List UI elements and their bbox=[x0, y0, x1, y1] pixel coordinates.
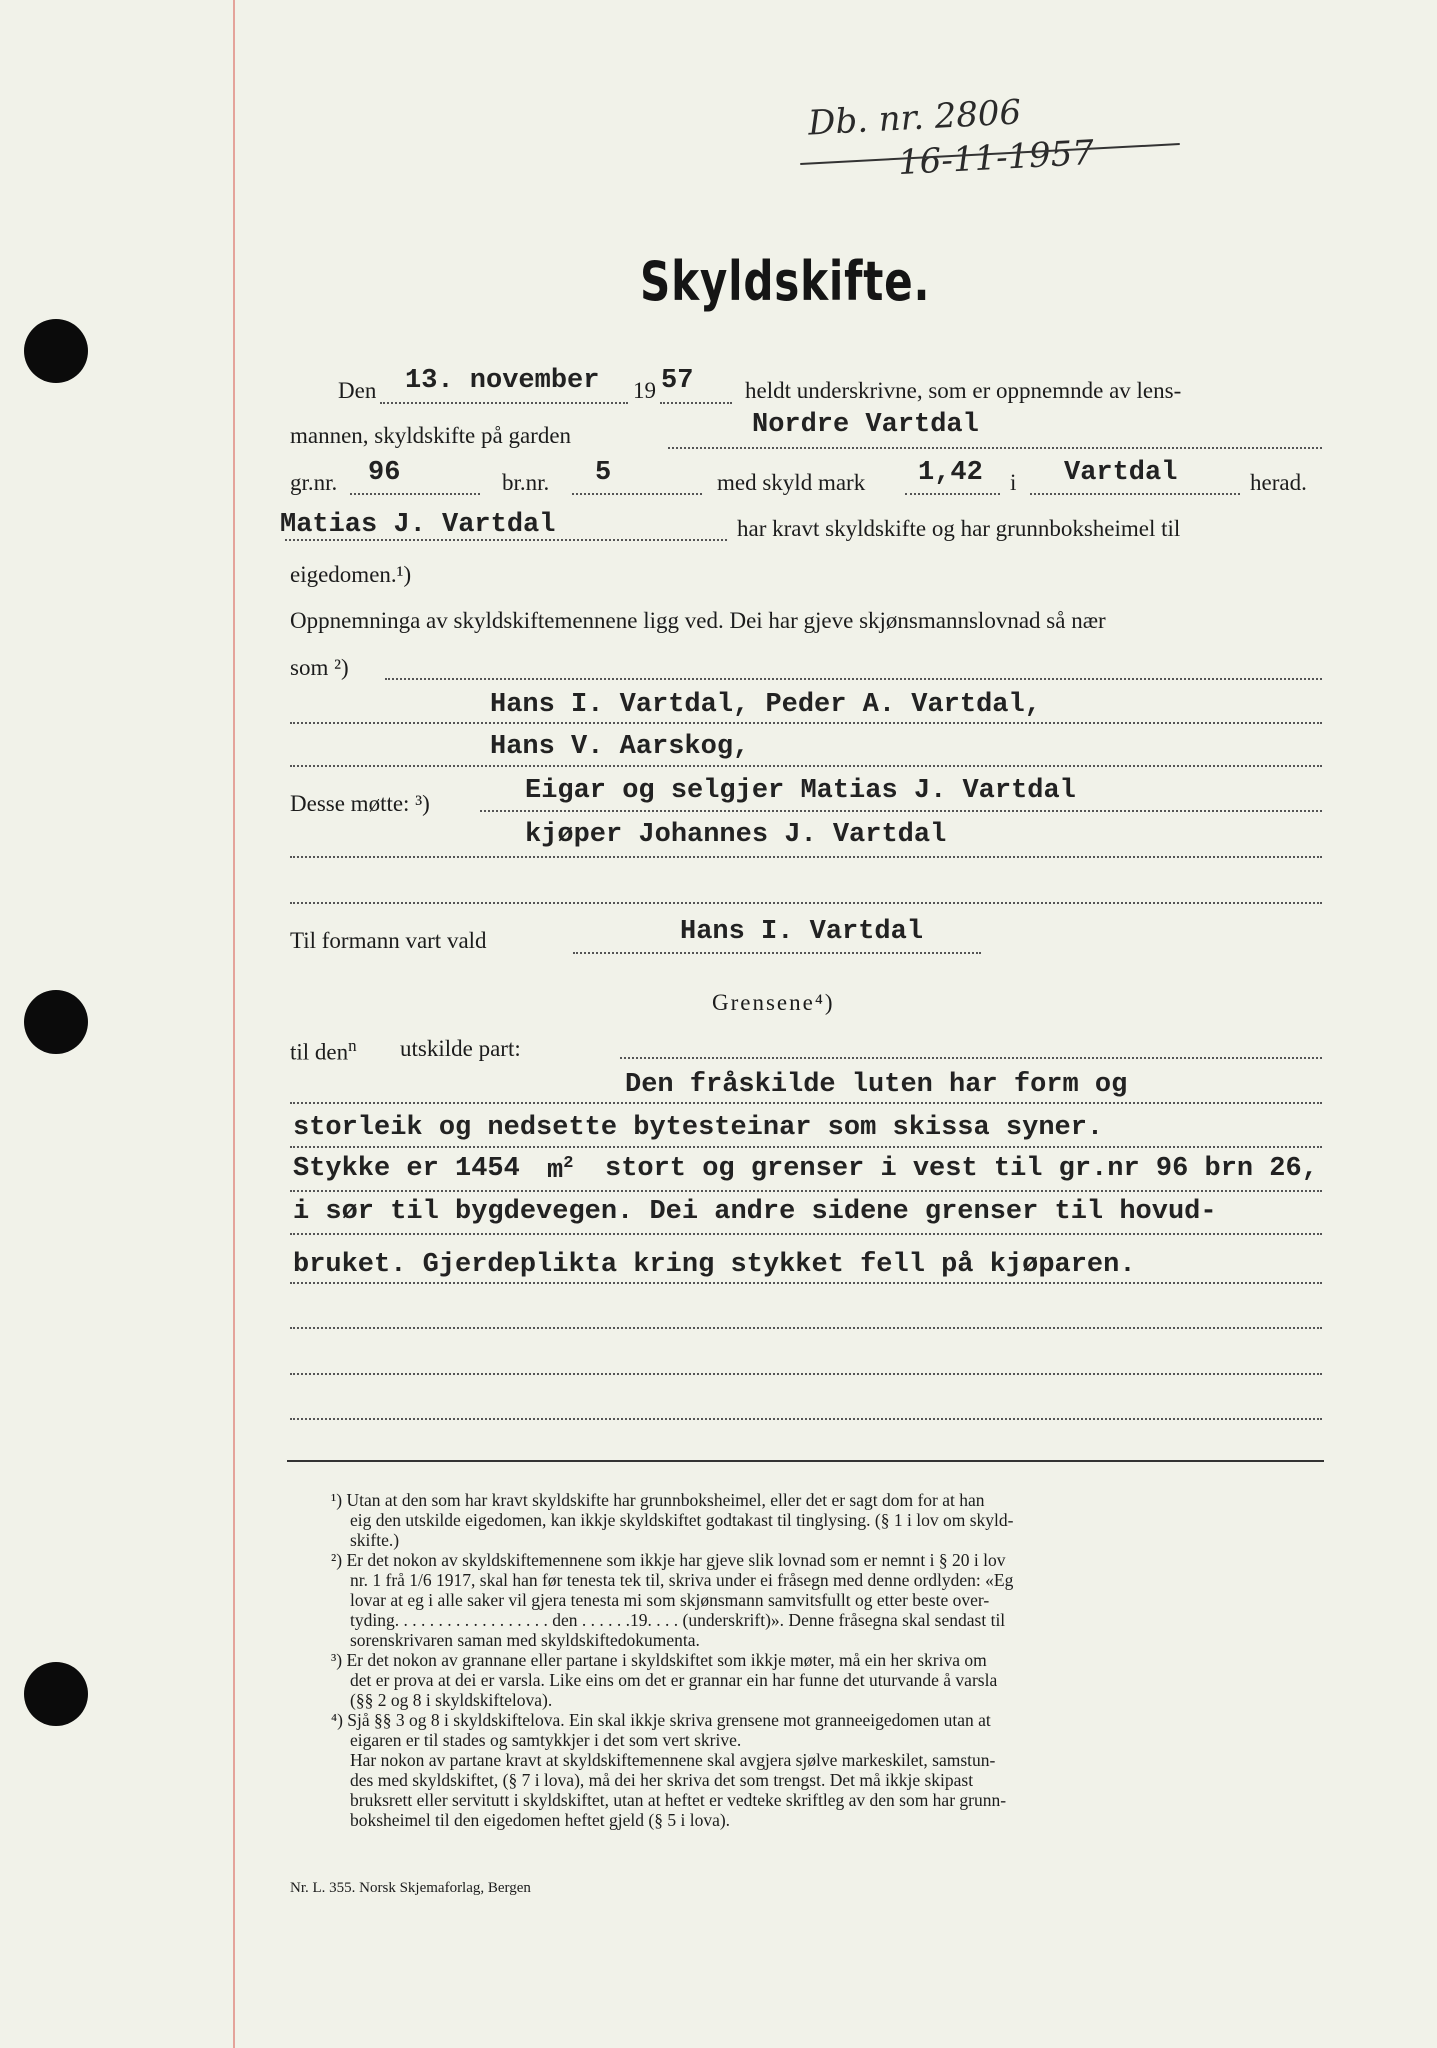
fill-line bbox=[290, 1327, 1322, 1329]
fill-line bbox=[290, 1190, 1322, 1192]
label-i: i bbox=[1010, 470, 1017, 495]
label-herad: herad. bbox=[1250, 470, 1307, 495]
fill-line bbox=[290, 1233, 1322, 1235]
footnote-line: (§§ 2 og 8 i skyldskiftelova). bbox=[350, 1690, 553, 1710]
fill-line bbox=[350, 493, 480, 495]
footnote-line: boksheimel til den eigedomen heftet gjeld (§ 5 i lova). bbox=[350, 1810, 731, 1830]
margin-line bbox=[233, 0, 235, 2048]
garden-name: Nordre Vartdal bbox=[752, 410, 979, 440]
year-suffix: 57 bbox=[661, 366, 694, 396]
footnote-line: eig den utskilde eigedomen, kan ikkje skyldskiftet godtakast til tinglysing. (§ 1 i lov om skyld- bbox=[350, 1510, 1014, 1530]
label-som: som ²) bbox=[290, 655, 349, 680]
fill-line bbox=[290, 856, 1322, 858]
footnote-line: bruksrett eller servitutt i skyldskiftet, utan at heftet er vedteke skriftleg av den som har grunn- bbox=[350, 1790, 1007, 1810]
oppnemning-text: Oppnemninga av skyldskiftemennene ligg ved. Dei har gjeve skjønsmannslovnad så nær bbox=[290, 608, 1106, 633]
footnote-line: des med skyldskiftet, (§ 7 i lova), må dei her skriva det som trengst. Det må ikkje skipast bbox=[350, 1770, 974, 1790]
fill-line bbox=[1030, 493, 1240, 495]
punch-hole bbox=[24, 990, 88, 1054]
footnote-line: ²) Er det nokon av skyldskiftemennene som ikkje har gjeve slik lovnad som er nemnt i § 20 i lov bbox=[331, 1550, 1006, 1570]
footnote-line: Har nokon av partane kravt at skyldskiftemennene skal avgjera sjølve markeskilet, samstun- bbox=[350, 1750, 996, 1770]
label-grnr: gr.nr. bbox=[290, 470, 338, 495]
label-brnr: br.nr. bbox=[502, 470, 550, 495]
formann-name: Hans I. Vartdal bbox=[680, 917, 924, 947]
footnote-line: ¹) Utan at den som har kravt skyldskifte har grunnboksheimel, eller det er sagt dom for at han bbox=[331, 1490, 985, 1510]
grnr-value: 96 bbox=[368, 458, 401, 488]
owner-rest-text: har kravt skyldskifte og har grunnboksheimel til bbox=[737, 516, 1181, 541]
fill-line bbox=[620, 1057, 1322, 1059]
year-prefix: 19 bbox=[633, 378, 656, 403]
motte-line2: kjøper Johannes J. Vartdal bbox=[525, 820, 947, 850]
fill-line bbox=[290, 1102, 1322, 1104]
fill-line bbox=[290, 1373, 1322, 1375]
fill-line bbox=[290, 1282, 1322, 1284]
signature-line bbox=[287, 1460, 1324, 1462]
fill-line bbox=[290, 765, 1322, 767]
fill-line bbox=[290, 1146, 1322, 1148]
footnote-line: ³) Er det nokon av grannane eller partane i skyldskiftet som ikkje møter, må ein her skriva om bbox=[331, 1650, 987, 1670]
boundary-desc-unit: $m^2$ bbox=[547, 1154, 574, 1186]
owner-name: Matias J. Vartdal bbox=[280, 510, 556, 540]
skyldskiftemenn-line1: Hans I. Vartdal, Peder A. Vartdal, bbox=[490, 690, 1041, 720]
date-day-month: 13. november bbox=[405, 366, 600, 396]
boundary-desc-line4: i sør til bygdevegen. Dei andre sidene grenser til hovud- bbox=[293, 1197, 1217, 1227]
footnote-line: det er prova at dei er varsla. Like eins om det er grannar ein har funne det uturvande å varsla bbox=[350, 1670, 998, 1690]
fill-line bbox=[572, 493, 702, 495]
label-den: Den bbox=[338, 378, 377, 403]
label-garden: mannen, skyldskifte på garden bbox=[290, 423, 572, 448]
punch-hole bbox=[24, 1662, 88, 1726]
label-formann: Til formann vart vald bbox=[290, 928, 487, 953]
boundary-desc-line2: storleik og nedsette bytesteinar som skissa syner. bbox=[293, 1113, 1104, 1143]
fill-line bbox=[573, 952, 981, 954]
fill-line bbox=[385, 678, 1322, 680]
motte-line1: Eigar og selgjer Matias J. Vartdal bbox=[525, 776, 1076, 806]
footnote-line: tyding. . . . . . . . . . . . . . . . . . den . . . . . .19. . . . (underskrift)». Denne fråsegna skal sendast til bbox=[350, 1610, 1006, 1630]
boundary-desc-line3b: stort og grenser i vest til gr.nr 96 brn 26, bbox=[605, 1154, 1318, 1184]
boundary-desc-line1: Den fråskilde luten har form og bbox=[625, 1070, 1128, 1100]
printer-imprint: Nr. L. 355. Norsk Skjemaforlag, Bergen bbox=[290, 1880, 531, 1896]
fill-line bbox=[290, 722, 1322, 724]
footnote-line: skifte.) bbox=[350, 1530, 400, 1550]
intro-text: heldt underskrivne, som er oppnemnde av lens- bbox=[745, 378, 1182, 403]
skyld-value: 1,42 bbox=[918, 458, 983, 488]
label-desse-motte: Desse møtte: ³) bbox=[290, 791, 430, 816]
boundary-desc-line3a: Stykke er 1454 bbox=[293, 1154, 520, 1184]
footnote-line: sorenskrivaren saman med skyldskiftedokumenta. bbox=[350, 1630, 700, 1650]
fill-line bbox=[660, 402, 732, 404]
fill-line bbox=[290, 902, 1322, 904]
fill-line bbox=[380, 402, 628, 404]
footnote-line: lovar at eg i alle saker vil gjera tenesta mi som skjønsmann samvitsfullt og etter beste over- bbox=[350, 1590, 990, 1610]
label-til-den: til den$^n$ bbox=[290, 1036, 357, 1065]
fill-line bbox=[290, 1418, 1322, 1420]
registration-date: 16-11-1957 bbox=[897, 132, 1095, 184]
label-utskilde: utskilde part: bbox=[400, 1036, 521, 1061]
footnote-line: eigaren er til stades og samtykkjer i det som vert skrive. bbox=[350, 1730, 742, 1750]
fill-line bbox=[668, 447, 1322, 449]
skyldskiftemenn-line2: Hans V. Aarskog, bbox=[490, 732, 750, 762]
registration-number: Db. nr. 2806 bbox=[807, 92, 1023, 144]
grensene-heading: Grensene⁴) bbox=[712, 990, 835, 1015]
herad-value: Vartdal bbox=[1064, 458, 1178, 488]
eigedomen-text: eigedomen.¹) bbox=[290, 562, 412, 587]
page-title: Skyldskifte. bbox=[640, 250, 931, 313]
fill-line bbox=[905, 493, 1000, 495]
footnote-line: nr. 1 frå 1/6 1917, skal han før tenesta tek til, skriva under ei fråsegn med denne ordlyden: «Eg bbox=[350, 1570, 1014, 1590]
boundary-desc-line5: bruket. Gjerdeplikta kring stykket fell på kjøparen. bbox=[293, 1250, 1136, 1280]
footnote-line: ⁴) Sjå §§ 3 og 8 i skyldskiftelova. Ein skal ikkje skriva grensene mot granneeigedomen utan at bbox=[331, 1710, 991, 1730]
brnr-value: 5 bbox=[595, 458, 612, 488]
punch-hole bbox=[24, 319, 88, 383]
fill-line bbox=[480, 810, 1322, 812]
label-skyld: med skyld mark bbox=[717, 470, 866, 495]
